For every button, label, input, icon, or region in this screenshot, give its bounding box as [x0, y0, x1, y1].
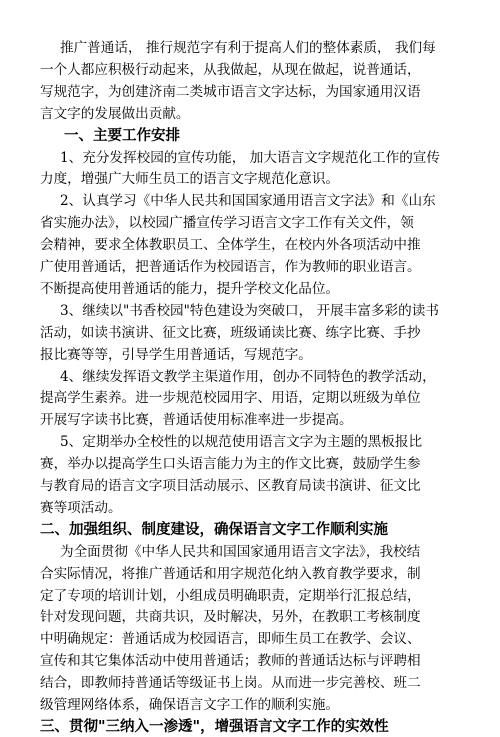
text-line: 5、定期举办全校性的以规范使用语言文字为主题的黑板报比: [60, 434, 423, 451]
text-line: 力度，增强广大师生员工的语言文字规范化意识。: [40, 171, 340, 188]
text-line: 为全面贯彻《中华人民共和国国家通用语言文字法》，我校结: [60, 543, 421, 560]
text-line: 与教育局的语言文字项目活动展示、区教育局读书演讲、征文比: [40, 478, 421, 494]
section-heading: 二、加强组织、制度建设，确保语言文字工作顺利实施: [40, 520, 388, 538]
text-line: 2、认真学习《中华人民共和国国家通用语言文字法》和《山东: [60, 193, 436, 210]
text-line: 级管理网络体系，确保语言文字工作的顺利实施。: [40, 697, 340, 713]
text-line: 报比赛等等，引导学生用普通话，写规范字。: [40, 346, 312, 363]
text-line: 提高学生素养。进一步规范校园用字、用语，定期以班级为单位: [40, 390, 421, 407]
text-line: 会精神，要求全体教职员工、全体学生，在校内外各项活动中推: [40, 237, 421, 254]
text-line: 中明确规定：普通话成为校园语言，即师生员工在教学、会议、: [40, 631, 421, 648]
text-line: 1、充分发挥校园的宣传功能， 加大语言文字规范化工作的宣传: [60, 149, 440, 166]
text-line: 写规范字，为创建济南二类城市语言文字达标，为国家通用汉语: [40, 83, 421, 100]
text-line: 不断提高使用普通话的能力，提升学校文化品位。: [40, 280, 340, 297]
text-line: 开展写字读书比赛，普通话使用标准率进一步提高。: [40, 412, 353, 429]
text-line: 言文字的发展做出贡献。: [40, 105, 190, 122]
text-line: 一个人都应积极行动起来，从我做起，从现在做起，说普通话，: [40, 61, 421, 78]
text-line: 合实际情况，将推广普通话和用字规范化纳入教育教学要求，制: [40, 565, 421, 582]
text-line: 宣传和其它集体活动中使用普通话；教师的普通话达标与评聘相: [40, 653, 421, 670]
text-line: 定了专项的培训计划，小组成员明确职责，定期举行汇报总结，: [40, 587, 421, 604]
text-line: 针对发现问题，共商共识，及时解决，另外，在教职工考核制度: [40, 609, 421, 626]
text-line: 推广普通话， 推行规范字有利于提高人们的整体素质， 我们每: [60, 40, 436, 56]
text-line: 省实施办法》，以校园广播宣传学习语言文字工作有关文件，领: [40, 215, 414, 232]
text-line: 赛，举办以提高学生口头语言能力为主的作文比赛，鼓励学生参: [40, 456, 421, 473]
text-line: 结合，即教师持普通话等级证书上岗。从而进一步完善校、班二: [40, 675, 421, 692]
text-line: 4、继续发挥语文教学主渠道作用，创办不同特色的教学活动，: [60, 368, 436, 385]
section-heading: 三、贯彻"三纳入一渗透"，增强语言文字工作的实效性: [40, 717, 389, 735]
text-line: 3、继续以"书香校园"特色建设为突破口， 开展丰富多彩的读书: [60, 302, 439, 319]
text-line: 活动，如读书演讲、征文比赛，班级诵读比赛、练字比赛、手抄: [40, 324, 421, 341]
text-line: 赛等项活动。: [40, 499, 122, 516]
text-line: 广使用普通话，把普通话作为校园语言，作为教师的职业语言。: [40, 259, 421, 275]
section-heading: 一、主要工作安排: [64, 126, 180, 144]
